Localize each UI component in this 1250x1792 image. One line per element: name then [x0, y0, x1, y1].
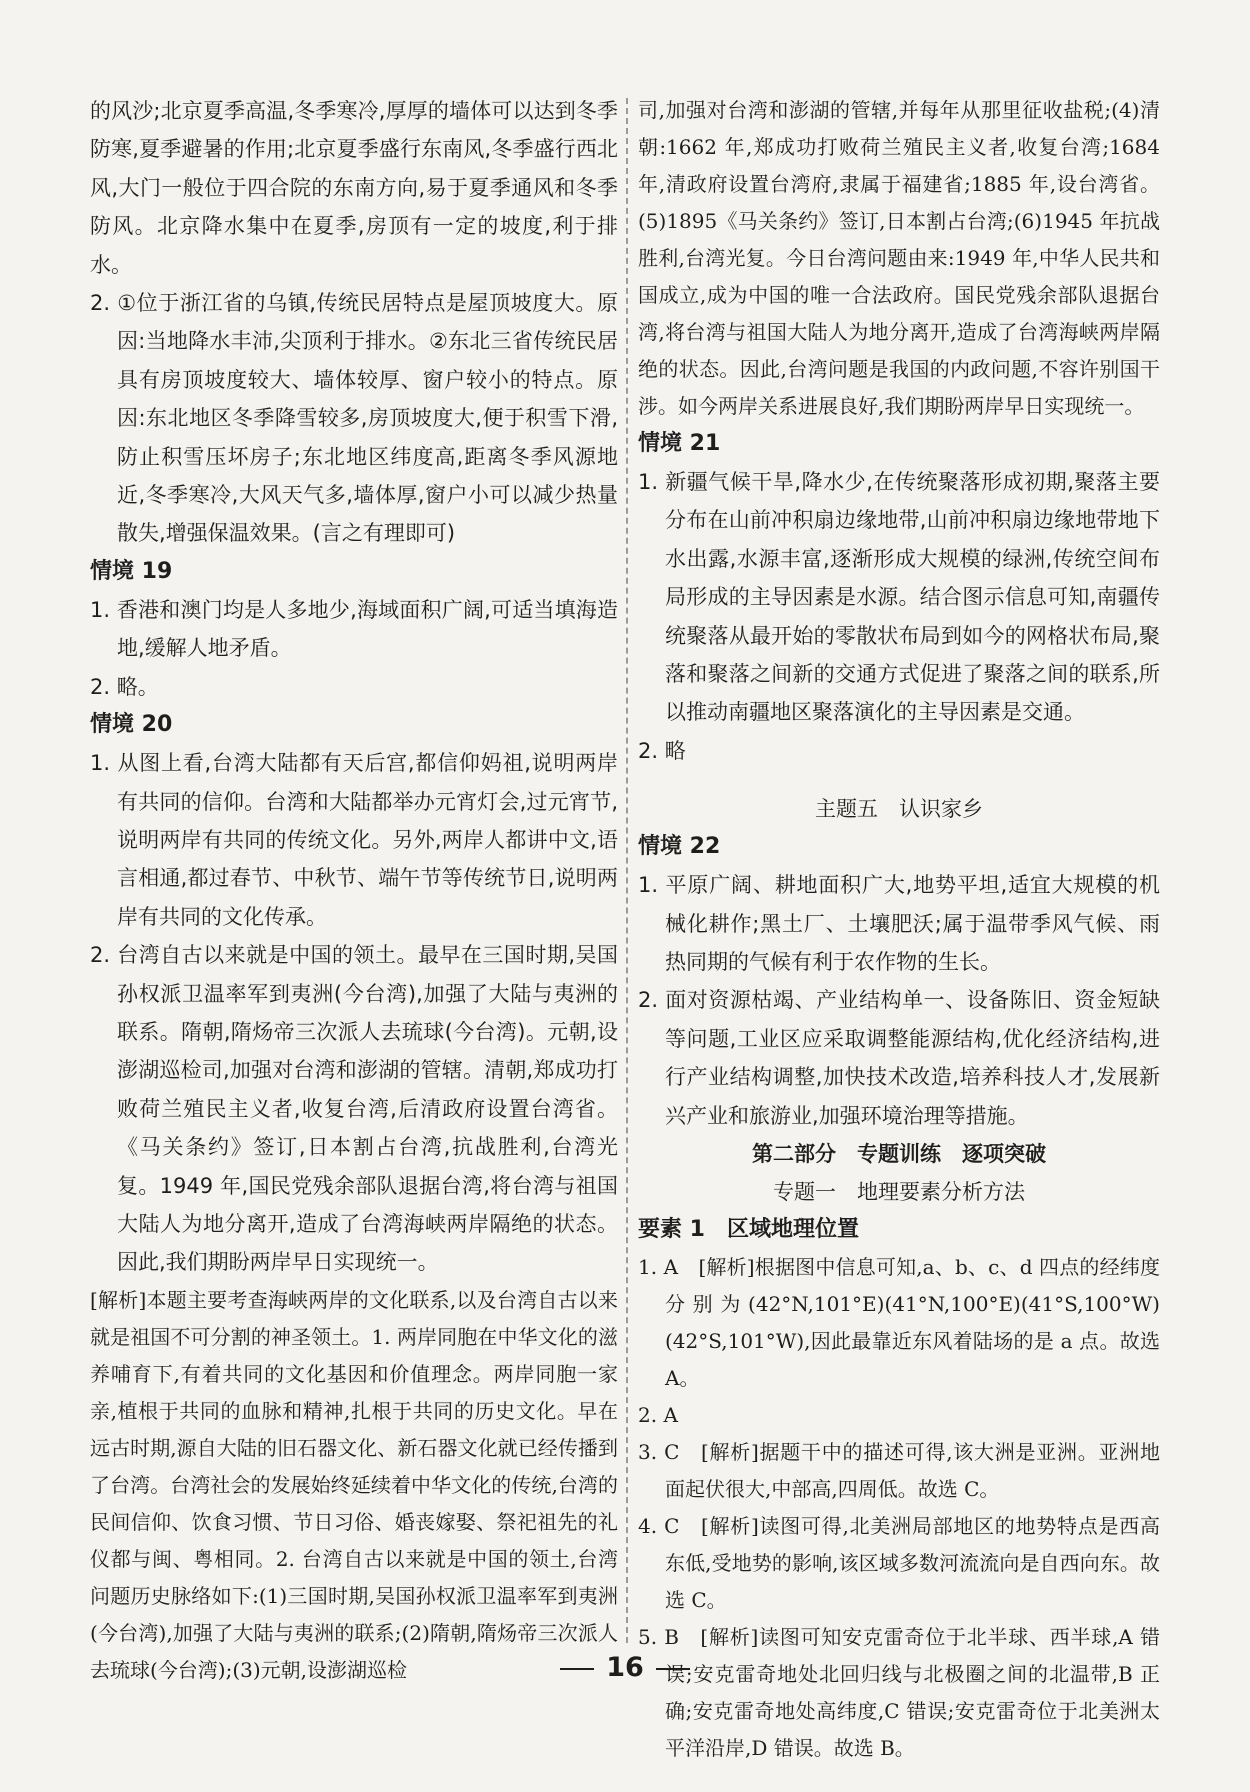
scenario-heading: 情境 19 [90, 558, 173, 584]
column-divider [626, 98, 628, 1643]
scenario-heading: 情境 20 [90, 712, 173, 738]
right-column [638, 92, 1160, 1767]
topic-heading: 专题一 地理要素分析方法 [773, 1180, 1025, 1205]
left-column [90, 92, 618, 1689]
answer-item: 2. 面对资源枯竭、产业结构单一、设备陈旧、资金短缺等问题,工业区应采取调整能源结构,优化经济结构,进行产业结构调整,加快技术改造,培养科技人才,发展新兴产业和旅游业,加强环境治理等措施。 [638, 988, 1160, 1128]
answer-paragraph: 的风沙;北京夏季高温,冬季寒冷,厚厚的墙体可以达到冬季防寒,夏季避暑的作用;北京夏季盛行东南风,冬季盛行西北风,大门一般位于四合院的东南方向,易于夏季通风和冬季防风。北京降水集中在夏季,房顶有一定的坡度,利于排水。 [90, 99, 618, 277]
page-number-dash [560, 1668, 594, 1670]
answer-item: 2. 略 [638, 738, 686, 763]
answer-item: 2. A [638, 1403, 678, 1428]
page-number-value: 16 [606, 1652, 644, 1683]
answer-item: 2. ①位于浙江省的乌镇,传统民居特点是屋顶坡度大。原因:当地降水丰沛,尖顶利于排水。②东北三省传统民居具有房顶坡度较大、墙体较厚、窗户较小的特点。原因:东北地区冬季降雪较多,房顶坡度大,便于积雪下滑,防止积雪压坏房子;东北地区纬度高,距离冬季风源地近,冬季寒冷,大风天气多,墙体厚,窗户小可以减少热量散失,增强保温效果。(言之有理即可) [90, 291, 618, 546]
answer-item: 3. C [解析]据题干中的描述可得,该大洲是亚洲。亚洲地面起伏很大,中部高,四周低。故选 C。 [638, 1440, 1160, 1502]
answer-item: 4. C [解析]读图可得,北美洲局部地区的地势特点是西高东低,受地势的影响,该区域多数河流流向是自西向东。故选 C。 [638, 1514, 1160, 1613]
spacer [638, 770, 1160, 790]
answer-item: 5. B [解析]读图可知安克雷奇位于北半球、西半球,A 错误;安克雷奇地处北回归线与北极圈之间的北温带,B 正确;安克雷奇地处高纬度,C 错误;安克雷奇位于北美洲太平洋沿岸,D 错误。故选 B。 [638, 1625, 1160, 1761]
answer-item: 2. 略。 [90, 674, 159, 699]
answer-item: 1. 从图上看,台湾大陆都有天后宫,都信仰妈祖,说明两岸有共同的信仰。台湾和大陆都举办元宵灯会,过元宵节,说明两岸有共同的传统文化。另外,两岸人都讲中文,语言相通,都过春节、中秋节、端午节等传统节日,说明两岸有共同的文化传承。 [90, 751, 618, 929]
answer-item: 2. 台湾自古以来就是中国的领土。最早在三国时期,吴国孙权派卫温率军到夷洲(今台湾),加强了大陆与夷洲的联系。隋朝,隋炀帝三次派人去琉球(今台湾)。元朝,设澎湖巡检司,加强对台湾和澎湖的管辖。清朝,郑成功打败荷兰殖民主义者,收复台湾,后清政府设置台湾省。《马关条约》签订,日本割占台湾,抗战胜利,台湾光复。1949 年,国民党残余部队退据台湾,将台湾与祖国大陆人为地分离开,造成了台湾海峡两岸隔绝的状态。因此,我们期盼两岸早日实现统一。 [90, 943, 618, 1275]
scenario-heading: 情境 21 [638, 431, 721, 456]
answer-item: 1. 新疆气候干旱,降水少,在传统聚落形成初期,聚落主要分布在山前冲积扇边缘地带,山前冲积扇边缘地带地下水出露,水源丰富,逐渐形成大规模的绿洲,传统空间布局形成的主导因素是水源。结合图示信息可知,南疆传统聚落从最开始的零散状布局到如今的网格状布局,聚落和聚落之间新的交通方式促进了聚落之间的联系,所以推动南疆地区聚落演化的主导因素是交通。 [638, 470, 1160, 725]
element-heading: 要素 1 区域地理位置 [638, 1217, 859, 1243]
page-number-dash [656, 1668, 690, 1670]
analysis-paragraph: 司,加强对台湾和澎湖的管辖,并每年从那里征收盐税;(4)清朝:1662 年,郑成功打败荷兰殖民主义者,收复台湾;1684 年,清政府设置台湾府,隶属于福建省;1885 年,设台湾省。(5)1895《马关条约》签订,日本割占台湾;(6)1945 年抗战胜利,台湾光复。今日台湾问题由来:1949 年,中华人民共和国成立,成为中国的唯一合法政府。国民党残余部队退据台湾,将台湾与祖国大陆人为地分离开,造成了台湾海峡两岸隔绝的状态。因此,台湾问题是我国的内政问题,不容许别国干涉。如今两岸关系进展良好,我们期盼两岸早日实现统一。 [638, 98, 1160, 418]
scenario-heading: 情境 22 [638, 834, 721, 860]
answer-item: 1. 香港和澳门均是人多地少,海域面积广阔,可适当填海造地,缓解人地矛盾。 [90, 597, 618, 661]
theme-heading: 主题五 认识家乡 [815, 797, 983, 822]
answer-item: 1. A [解析]根据图中信息可知,a、b、c、d 四点的经纬度分别为(42°N,101°E)(41°N,100°E)(41°S,100°W)(42°S,101°W),因此最靠近东风着陆场的是 a 点。故选 A。 [638, 1255, 1160, 1391]
analysis-paragraph: [解析]本题主要考查海峡两岸的文化联系,以及台湾自古以来就是祖国不可分割的神圣领土。1. 两岸同胞在中华文化的滋养哺育下,有着共同的文化基因和价值理念。两岸同胞一家亲,植根于共同的血脉和精神,扎根于共同的历史文化。早在远古时期,源自大陆的旧石器文化、新石器文化就已经传播到了台湾。台湾社会的发展始终延续着中华文化的传统,台湾的民间信仰、饮食习惯、节日习俗、婚丧嫁娶、祭祀祖先的礼仪都与闽、粤相同。2. 台湾自古以来就是中国的领土,台湾问题历史脉络如下:(1)三国时期,吴国孙权派卫温率军到夷洲(今台湾),加强了大陆与夷洲的联系;(2)隋朝,隋炀帝三次派人去琉球(今台湾);(3)元朝,设澎湖巡检 [90, 1287, 618, 1682]
part-heading: 第二部分 专题训练 逐项突破 [752, 1142, 1046, 1167]
page-number [0, 1652, 1250, 1683]
answer-item: 1. 平原广阔、耕地面积广大,地势平坦,适宜大规模的机械化耕作;黑土厂、土壤肥沃;属于温带季风气候、雨热同期的气候有利于农作物的生长。 [638, 873, 1160, 975]
